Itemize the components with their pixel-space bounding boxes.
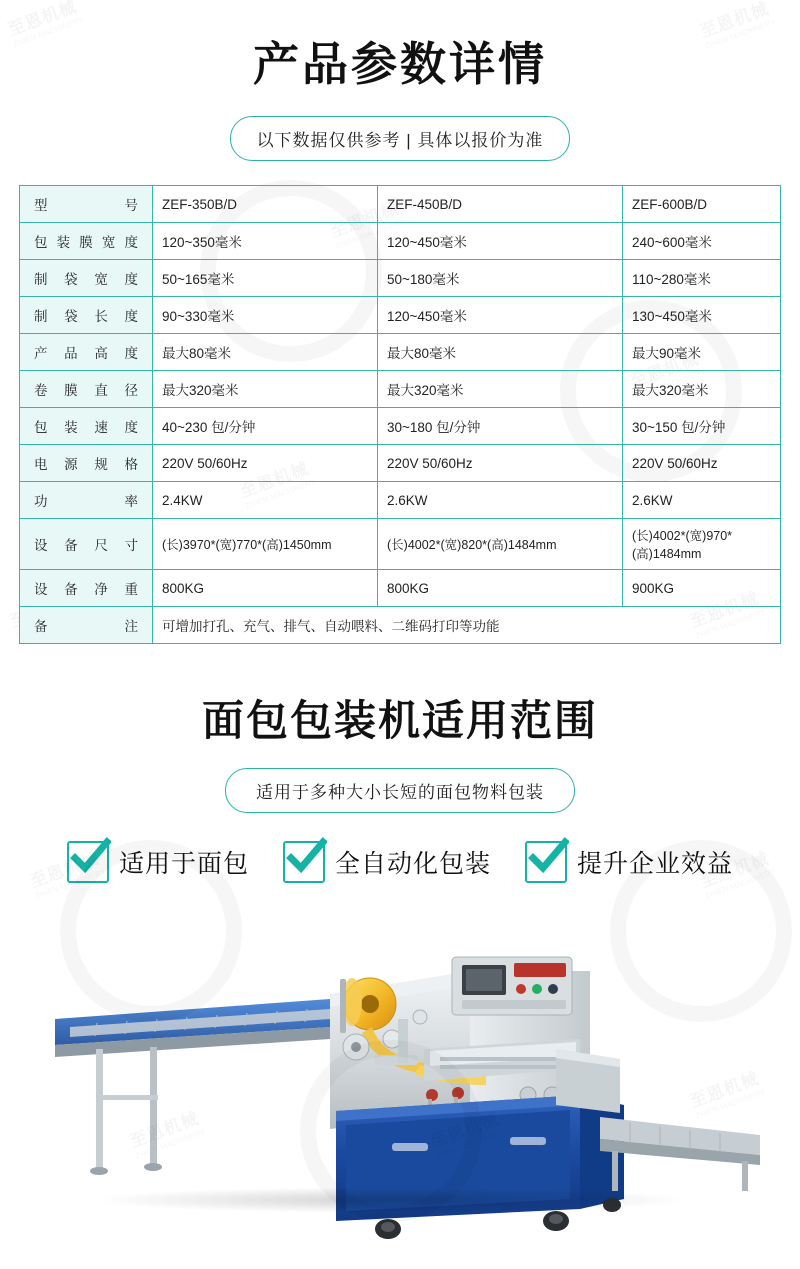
spec-table [19,185,781,644]
row-value: 最大90毫米 [623,334,781,371]
subtitle-container [0,116,800,161]
section-title: 面包包装机适用范围 [201,697,598,744]
row-value: 最大320毫米 [623,371,781,408]
table-row [20,519,781,570]
row-label: 型 号 [20,186,153,223]
row-label: 制袋长度 [20,297,153,334]
row-value: 最大320毫米 [153,371,378,408]
row-value: 130~450毫米 [623,297,781,334]
row-value: 最大80毫米 [378,334,623,371]
feature-label: 全自动化包装 [334,850,491,878]
feature-item [525,841,733,883]
row-value: (长)4002*(宽)970*(高)1484mm [623,519,781,570]
feature-item [283,841,491,883]
row-value: 2.6KW [378,482,623,519]
page-subtitle: 以下数据仅供参考 | 具体以报价为准 [230,116,571,161]
feature-list [0,841,800,883]
row-value: 800KG [378,570,623,607]
row-value: 240~600毫米 [623,223,781,260]
table-row [20,371,781,408]
row-value: ZEF-350B/D [153,186,378,223]
table-row [20,570,781,607]
row-value: 120~450毫米 [378,297,623,334]
row-label: 制袋宽度 [20,260,153,297]
row-value: 30~180 包/分钟 [378,408,623,445]
row-value: ZEF-600B/D [623,186,781,223]
feature-label: 提升企业效益 [577,850,734,878]
row-value: 50~165毫米 [153,260,378,297]
row-value: 110~280毫米 [623,260,781,297]
row-label: 功 率 [20,482,153,519]
row-value: (长)4002*(宽)820*(高)1484mm [378,519,623,570]
row-value: 220V 50/60Hz [153,445,378,482]
check-icon [67,841,109,883]
row-label: 设备净重 [20,570,153,607]
row-value: ZEF-450B/D [378,186,623,223]
table-row [20,297,781,334]
row-value: 800KG [153,570,378,607]
table-row [20,260,781,297]
floor-shadow [90,1187,690,1213]
row-value: 120~450毫米 [378,223,623,260]
row-value: 120~350毫米 [153,223,378,260]
row-value: 2.4KW [153,482,378,519]
row-value: (长)3970*(宽)770*(高)1450mm [153,519,378,570]
section-subtitle-container [0,768,800,813]
spec-table-body [20,186,781,644]
check-icon [525,841,567,883]
table-row [20,408,781,445]
row-value: 2.6KW [623,482,781,519]
row-value: 最大320毫米 [378,371,623,408]
row-label: 包装速度 [20,408,153,445]
row-label: 包装膜宽度 [20,223,153,260]
row-label: 电源规格 [20,445,153,482]
row-value: 50~180毫米 [378,260,623,297]
row-label: 卷膜直径 [20,371,153,408]
row-value: 可增加打孔、充气、排气、自动喂料、二维码打印等功能 [153,607,781,644]
row-label: 产品高度 [20,334,153,371]
table-row [20,223,781,260]
row-label: 备 注 [20,607,153,644]
row-label: 设备尺寸 [20,519,153,570]
machine-photo [0,899,800,1269]
table-row-note [20,607,781,644]
table-row [20,445,781,482]
feature-item [67,841,249,883]
row-value: 30~150 包/分钟 [623,408,781,445]
row-value: 220V 50/60Hz [378,445,623,482]
check-icon [283,841,325,883]
page-title: 产品参数详情 [253,38,547,90]
row-value: 90~330毫米 [153,297,378,334]
row-value: 900KG [623,570,781,607]
section-subtitle: 适用于多种大小长短的面包物料包装 [225,768,575,813]
row-value: 40~230 包/分钟 [153,408,378,445]
row-value: 220V 50/60Hz [623,445,781,482]
packaging-machine-illustration [0,899,800,1269]
row-value: 最大80毫米 [153,334,378,371]
table-row [20,186,781,223]
table-row [20,482,781,519]
table-row [20,334,781,371]
feature-label: 适用于面包 [118,850,249,878]
